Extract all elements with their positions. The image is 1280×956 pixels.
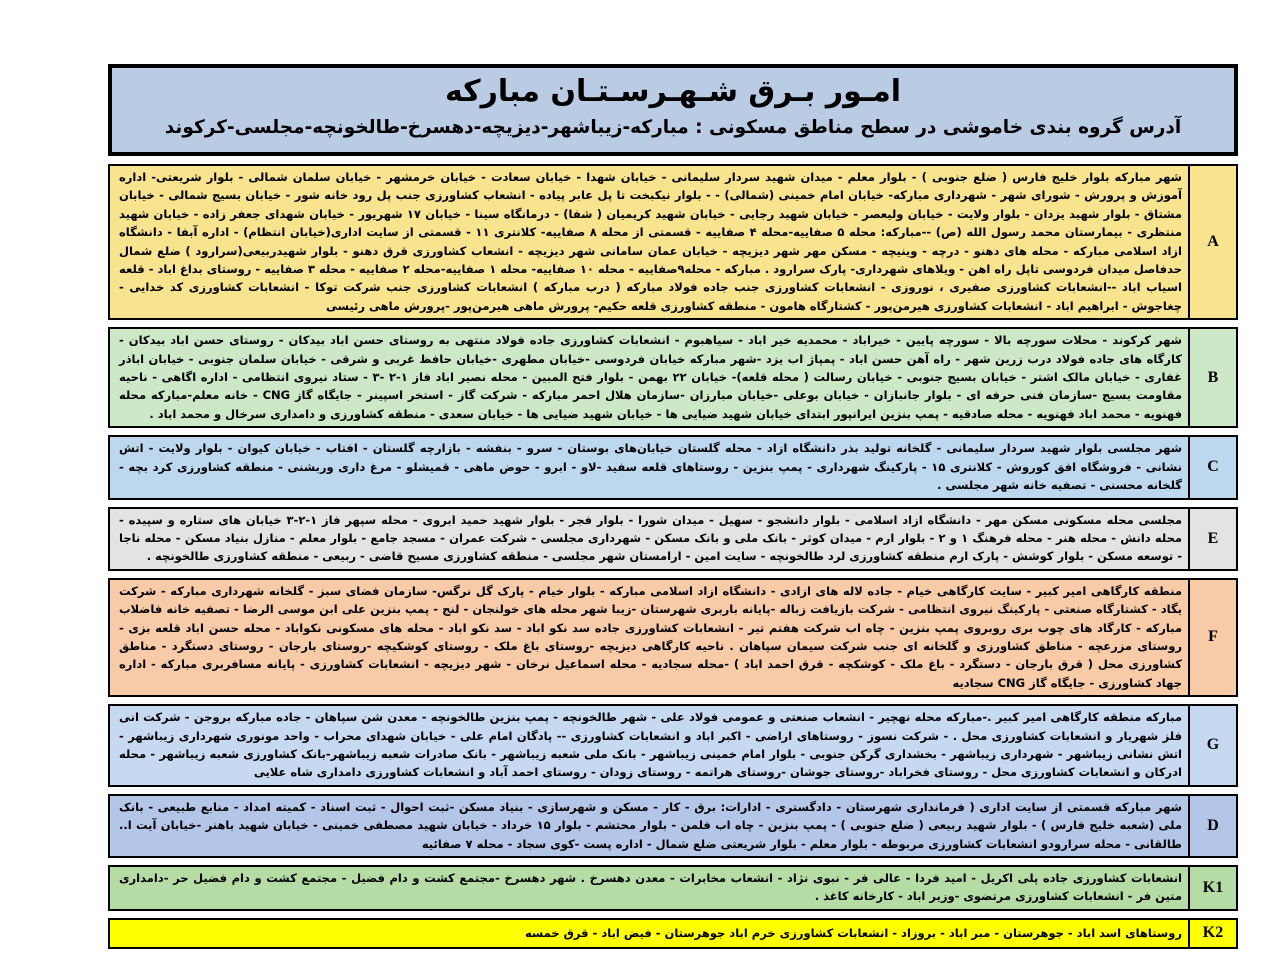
group-addresses-b: شهر کرکوند - محلات سورچه بالا - سورچه پایین - خیراباد - محمدیه خیر اباد - سیاهبوم - انشعابات کشاورزی جاده فولاد منتهی به روستای حسن اباد بیدکان - روستای حسن اباد بیدکان - کارگاه های جاده فولاد درب زرین شهر - راه آهن حسن اباد - پمپاژ اب یزد -شهر مبارکه خیابان فردوسی -خیابان مطهری -خیابان حافظ غربی و شرقی - خیابان سلمان جنوبی - خیابان اباذر غفاری - خیابان مالک اشتر - خیابان بسیج جنوبی - خیابان رسالت ( محله قلعه)- خیابان ۲۲ بهمن - بلوار فتح المبین - محله نصیر اباد فاز ۱-۲ -۳ - ستاد نیروی انتظامی - اداره اگاهی - ناحیه مقاومت بسیج -سازمان فنی حرفه ای - بلوار جانبازان - خیابان بوعلی -خیابان مبارزان -سازمان هلال احمر مبارکه - شرکت گاز - استخر اسپینر - جایگاه گاز CNG - خانه معلم-مبارکه محله فهنویه - محمد اباد فهنویه - محله صادقیه - پمپ بنزین ایرانپور ابتدای خیابان شهید ضیایی ها - خیابان شهید ضیایی ها - خیابان سعدی - منطقه کشاورزی و دامداری سرخال و محمد اباد . — [119, 333, 1182, 421]
power-outage-schedule-page — [108, 64, 1238, 956]
group-row-a — [108, 164, 1238, 320]
group-addresses-c: شهر مجلسی بلوار شهید سردار سلیمانی - گلخانه تولید بذر دانشگاه ازاد - محله گلستان خیابان‌های بوستان - سرو - بنفشه - بازارچه گلستان - افتاب - خیابان کیوان - بلوار ولایت - اتش نشانی - فروشگاه افق کوروش - کلانتری ۱۵ - پارکینگ شهرداری - پمپ بنزین - روستاهای قلعه سفید -لاو - ابرو - حوض ماهی - قمیشلو - مرغ داری وربشنی - منطقه کشاورزی کرد بچه - گلخانه محسنی - تصفیه خانه شهر مجلسی . — [119, 441, 1182, 493]
page-subtitle: آدرس گروه بندی خاموشی در سطح مناطق مسکونی : مبارکه-زیباشهر-دیزیچه-دهسرخ-طالخونچه-مجلسی-کرکوند — [164, 117, 1182, 138]
group-addresses-f: منطقه کارگاهی امیر کبیر - سایت کارگاهی خیام - جاده لاله های ازادی - دانشگاه ازاد اسلامی مبارکه - بلوار خیام - پارک گل نرگس- سازمان فضای سبز - گلخانه شهرداری مبارکه - شرکت یگاد - کشتارگاه صنعتی - پارکینگ نیروی انتظامی - شرکت بازیافت زباله -پایانه باربری شهرستان -زیبا شهر محله های خولنجان - لنج - پمپ بنزین علی ابن موسی الرضا - تصفیه خانه فاضلاب مبارکه - کارگاد های چوب بری روبروی پمپ بنزین - چاه اب شرکت هفتم تیر - انشعابات کشاورزی جاده سد نکو اباد - سد نکو اباد - محله های مسکونی نکواباد - محله حسن اباد قلعه بزی - روستای مزرعچه - مناطق کشاورزی و گلخانه ای جنب شرکت سیمان سپاهان . ناحیه کارگاهی دیزیچه -روستای باغ ملک - روستای کوشکیچه -روستای بارجان - روستای دستگرد - مناطق کشاورزی محل ( قرق بارجان - دستگرد - باغ ملک - کوشکچه - قرق احمد اباد ) -محله سجادیه - محله اسماعیل نرخان - شهر دیزیچه - انشعابات کشاورزی - پایانه مسافربری مبارکه - اداره جهاد کشاورزی - جایگاه گاز CNG سجادیه — [119, 583, 1182, 690]
group-addresses-d: شهر مبارکه قسمتی از سایت اداری ( فرمانداری شهرستان - دادگستری - ادارات: برق - کار - مسکن و شهرسازی - بنیاد مسکن -ثبت احوال - ثبت اسناد - کمیته امداد - منابع طبیعی - بانک ملی (شعبه خلیج فارس ) - بلوار شهید ربیعی ( ضلع جنوبی ) - پمپ بنزین - چاه اب فلمن - بلوار محتشم - بلوار ۱۵ خرداد - خیابان شهید مصطفی خمینی - خیابان شهید باهنر -خیابان آیت ا.. طالقانی - محله سرارودو انشعابات کشاورزی مربوطه - بلوار معلم - بلوار شریعتی ضلع شمال - اداره پست -کوی سجاد - محله ۷ صفائیه — [119, 799, 1182, 851]
group-row-d — [108, 794, 1238, 858]
header — [108, 64, 1238, 156]
group-row-f — [108, 578, 1238, 697]
group-addresses-k1: انشعابات کشاورزی جاده پلی اکریل - امید فردا - عالی فر - نبوی نژاد - انشعاب مخابرات - معدن دهسرخ . شهر دهسرخ -مجتمع کشت و دام فضیل - مجتمع کشت و دام فضیل حر -دامداری متین فر - انشعابات کشاورزی مرتضوی -وزیر اباد - کارخانه کاغذ . — [119, 871, 1182, 904]
group-label-f: F — [1188, 580, 1236, 695]
group-label-e: E — [1188, 509, 1236, 569]
group-label-k1: K1 — [1188, 867, 1236, 909]
group-addresses-k2: روستاهای اسد اباد - جوهرستان - مبر اباد - بروزاد - انشعابات کشاورزی خرم اباد جوهرستان - فیض اباد - قرق خمسه — [524, 925, 1182, 940]
group-row-g — [108, 704, 1238, 787]
group-row-k2 — [108, 918, 1238, 949]
group-label-b: B — [1188, 329, 1236, 426]
group-row-c — [108, 435, 1238, 499]
group-row-e — [108, 507, 1238, 571]
page-title: امـور بـرق شـهـرسـتـان مبارکه — [444, 74, 902, 109]
group-addresses-g: مبارکه منطقه کارگاهی امیر کبیر .-مبارکه محله نهچیر - انشعاب صنعتی و عمومی فولاد علی - شهر طالخونچه - پمپ بنزین طالخونچه - معدن شن سپاهان - جاده مبارکه بروجن - شرکت انی فلز شهریار و انشعابات کشاورزی محل . - شرکت نسوز - روستاهای اراضی - اکبر اباد و انشعابات کشاورزی -- پادگان امام علی - خیابان شهدای محراب - واحد مونوری شهرداری زیباشهر - اتش نشانی زیباشهر - شهرداری زیباشهر - بخشداری گرکن جنوبی - بلوار امام خمینی زیباشهر - بانک ملی شعبه زیباشهر - بانک صادرات شعبه زیباشهر-بانک کشاورزی شعبه زیباشهر - محله ادرکان و انشعابات کشاورزی محل - روستای فخراباد -روستای جوشان -روستای هراتمه - روستای زودان - روستای احمد آباد و انشعابات کشاورزی دامداری شاه علایی — [119, 710, 1182, 780]
group-label-a: A — [1188, 166, 1236, 318]
group-label-g: G — [1188, 706, 1236, 785]
group-row-k1 — [108, 865, 1238, 911]
group-label-c: C — [1188, 437, 1236, 497]
group-addresses-e: مجلسی محله مسکونی مسکن مهر - دانشگاه ازاد اسلامی - بلوار دانشجو - سهیل - میدان شورا - بلوار فجر - بلوار شهید حمید ابروی - محله سپهر فاز ۱-۲-۳ خیابان های ستاره و سپیده - محله دانش - محله هنر - محله فرهنگ ۱ و ۲ - بلوار ارم - میدان کوثر - بانک ملی و بانک مسکن - شهرداری مجلسی - شرکت عمران - مسجد جامع - بلوار معلم - منازل بنیاد مسکن - محله ناجا - توسعه مسکن - بلوار کوشش - پارک ارم منطقه کشاورزی لرد طالخونچه - سایت امین - ارامستان شهر مجلسی - منطقه کشاورزی مسیح قاضی - ربیعی - منطقه کشاورزی طالخونچه . — [119, 512, 1183, 564]
group-row-b — [108, 327, 1238, 428]
group-label-d: D — [1188, 796, 1236, 856]
group-addresses-a: شهر مبارکه بلوار خلیج فارس ( ضلع جنوبی ) - بلوار معلم - میدان شهید سردار سلیمانی - خیابان شهدا - خیابان سعادت - خیابان خرمشهر - خیابان سلمان شمالی - بلوار شریعتی- اداره آموزش و پرورش - شورای شهر - شهرداری مبارکه- خیابان امام خمینی (شمالی) - - بلوار نیکبخت تا پل عابر پیاده - انشعاب کشاورزی جنب پل رود خانه شور - خیابان بسیج شمالی - خیابان مشتاق - بلوار شهید یزدان - بلوار ولایت - خیابان ولیعصر - خیابان شهید رجایی - خیابان شهید کریمیان ( شفا) - درمانگاه سینا - خیابان ۱۷ شهریور - خیابان شهدای جعفر زاده - خیابان شهید منتظری - بیمارستان محمد رسول الله (ص) --مبارکه: محله ۵ صفاییه-محله ۴ صفاییه - قسمتی از محله ۸ صفاییه- کلانتری ۱۱ - قسمتی از سایت اداری(خیابان انتظام) - اداره آبفا - دانشگاه ازاد اسلامی مبارکه - محله های دهنو - درچه - وینیچه - مسکن مهر شهر دیزیچه - خیابان عمان سامانی شهر دیزیچه - انشعاب کشاورزی قرق دهنو - بلوار شهیدربیعی(سرارود ) ضلع شمال حدفاصل میدان فردوسی تاپل راه اهن - ویلاهای شهرداری- پارک سرارود . مبارکه - محله۹صفاییه - محله ۱۰ صفاییه- محله ۱ صفاییه-محله ۲ صفاییه - محله ۳ صفاییه - روستای بداغ اباد - قلعه اسیاب اباد --انشعابات کشاورزی صفیری ، نوروزی - انشعابات کشاورزی جنب جاده فولاد مبارکه ( درب مبارکه ) انشعابات کشاورزی جنب شرکت توکا - انشعابات کشاورزی کد خدایی - چغاجوش - ابراهیم اباد - انشعابات کشاورزی هیرمن‌پور - کشتارگاه هامون - منطقه کشاورزی قلعه حکیم- پرورش ماهی هیرمن‌پور -پرورش ماهی رئیسی — [119, 170, 1183, 313]
group-label-k2: K2 — [1188, 920, 1236, 947]
